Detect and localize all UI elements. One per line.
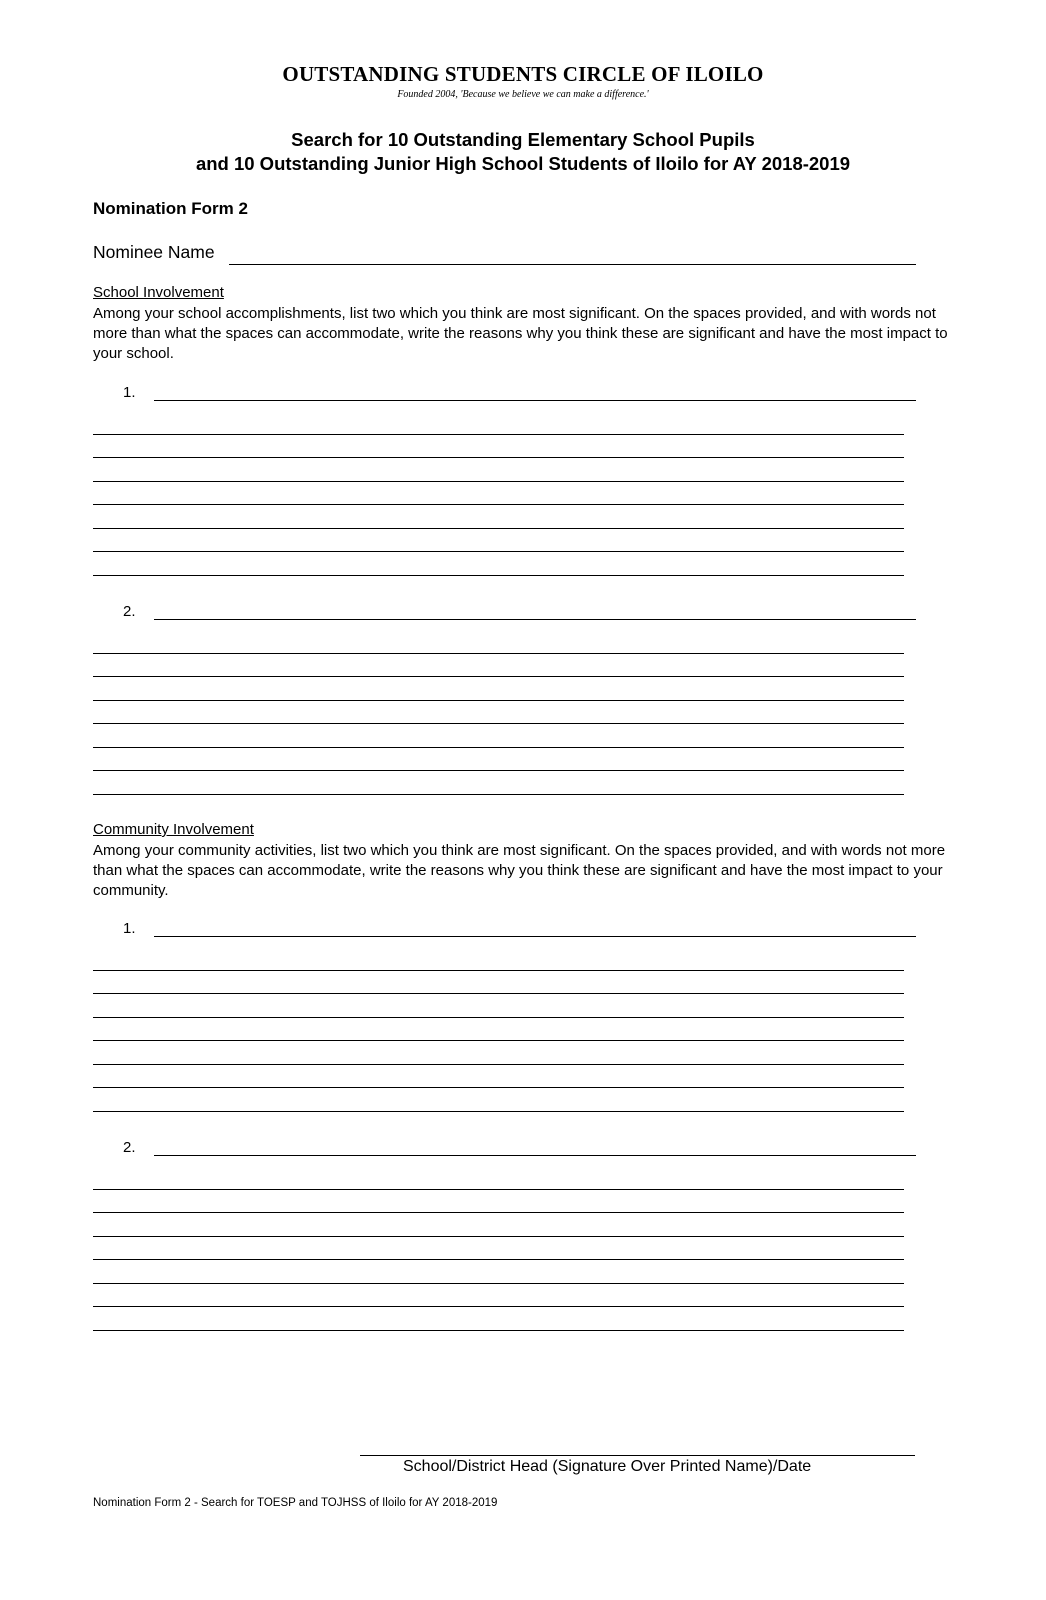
community-item-1-reason-line[interactable] bbox=[93, 970, 904, 971]
school-item-1-reason-line[interactable] bbox=[93, 504, 904, 505]
search-title-line-2: and 10 Outstanding Junior High School Students of Iloilo for AY 2018-2019 bbox=[195, 153, 851, 174]
nominee-name-field[interactable] bbox=[229, 264, 916, 265]
community-item-2-reason-line[interactable] bbox=[93, 1283, 904, 1284]
school-item-2-title-field[interactable] bbox=[154, 619, 916, 620]
school-item-2-reason-line[interactable] bbox=[93, 794, 904, 795]
community-item-2-reason-line[interactable] bbox=[93, 1236, 904, 1237]
signature-label: School/District Head (Signature Over Printed Name)/Date bbox=[403, 1458, 812, 1475]
school-item-1-reason-line[interactable] bbox=[93, 457, 904, 458]
school-involvement-heading: School Involvement bbox=[93, 284, 224, 301]
school-item-1-reason-line[interactable] bbox=[93, 434, 904, 435]
organization-title: OUTSTANDING STUDENTS CIRCLE OF ILOILO bbox=[282, 62, 764, 86]
community-item-1-reason-line[interactable] bbox=[93, 1087, 904, 1088]
community-item-1-title-field[interactable] bbox=[154, 936, 916, 937]
community-involvement-heading: Community Involvement bbox=[93, 821, 254, 838]
school-item-1-title-field[interactable] bbox=[154, 400, 916, 401]
community-involvement-description: Among your community activities, list two which you think are most significant. On the spaces provided, and with words not more than what the spaces can accommodate, write the reasons why you think these are significant and have the most impact to your community. bbox=[93, 842, 946, 899]
school-item-2-reason-line[interactable] bbox=[93, 747, 904, 748]
community-item-2-reason-line[interactable] bbox=[93, 1306, 904, 1307]
school-item-1-reason-line[interactable] bbox=[93, 551, 904, 552]
school-item-1-reason-line[interactable] bbox=[93, 575, 904, 576]
community-item-1-number: 1. bbox=[123, 920, 136, 937]
community-item-2-reason-line[interactable] bbox=[93, 1189, 904, 1190]
form-label: Nomination Form 2 bbox=[93, 199, 248, 218]
school-item-2-reason-line[interactable] bbox=[93, 770, 904, 771]
school-item-2-reason-line[interactable] bbox=[93, 653, 904, 654]
school-item-1-reason-line[interactable] bbox=[93, 528, 904, 529]
community-item-1-reason-line[interactable] bbox=[93, 1064, 904, 1065]
school-item-1-number: 1. bbox=[123, 384, 136, 401]
school-item-1-reason-line[interactable] bbox=[93, 481, 904, 482]
school-item-2-reason-line[interactable] bbox=[93, 676, 904, 677]
nominee-name-label: Nominee Name bbox=[93, 242, 215, 262]
community-item-1-reason-line[interactable] bbox=[93, 993, 904, 994]
community-item-2-reason-line[interactable] bbox=[93, 1259, 904, 1260]
search-title bbox=[0, 128, 1046, 176]
organization-tagline: Founded 2004, 'Because we believe we can make a difference.' bbox=[397, 89, 649, 100]
community-item-2-number: 2. bbox=[123, 1139, 136, 1156]
community-item-1-reason-line[interactable] bbox=[93, 1111, 904, 1112]
school-item-2-reason-line[interactable] bbox=[93, 700, 904, 701]
community-item-1-reason-line[interactable] bbox=[93, 1017, 904, 1018]
school-involvement-description: Among your school accomplishments, list two which you think are most significant. On the spaces provided, and with words not more than what the spaces can accommodate, write the reasons why you think these are significant and have the most impact to your school. bbox=[93, 305, 948, 362]
community-item-2-reason-line[interactable] bbox=[93, 1212, 904, 1213]
community-item-2-reason-line[interactable] bbox=[93, 1330, 904, 1331]
school-item-2-reason-line[interactable] bbox=[93, 723, 904, 724]
community-item-2-title-field[interactable] bbox=[154, 1155, 916, 1156]
community-item-1-reason-line[interactable] bbox=[93, 1040, 904, 1041]
search-title-line-1: Search for 10 Outstanding Elementary School Pupils bbox=[291, 129, 755, 150]
signature-field[interactable] bbox=[360, 1455, 915, 1456]
school-item-2-number: 2. bbox=[123, 603, 136, 620]
page-footer: Nomination Form 2 - Search for TOESP and TOJHSS of Iloilo for AY 2018-2019 bbox=[93, 1497, 498, 1509]
